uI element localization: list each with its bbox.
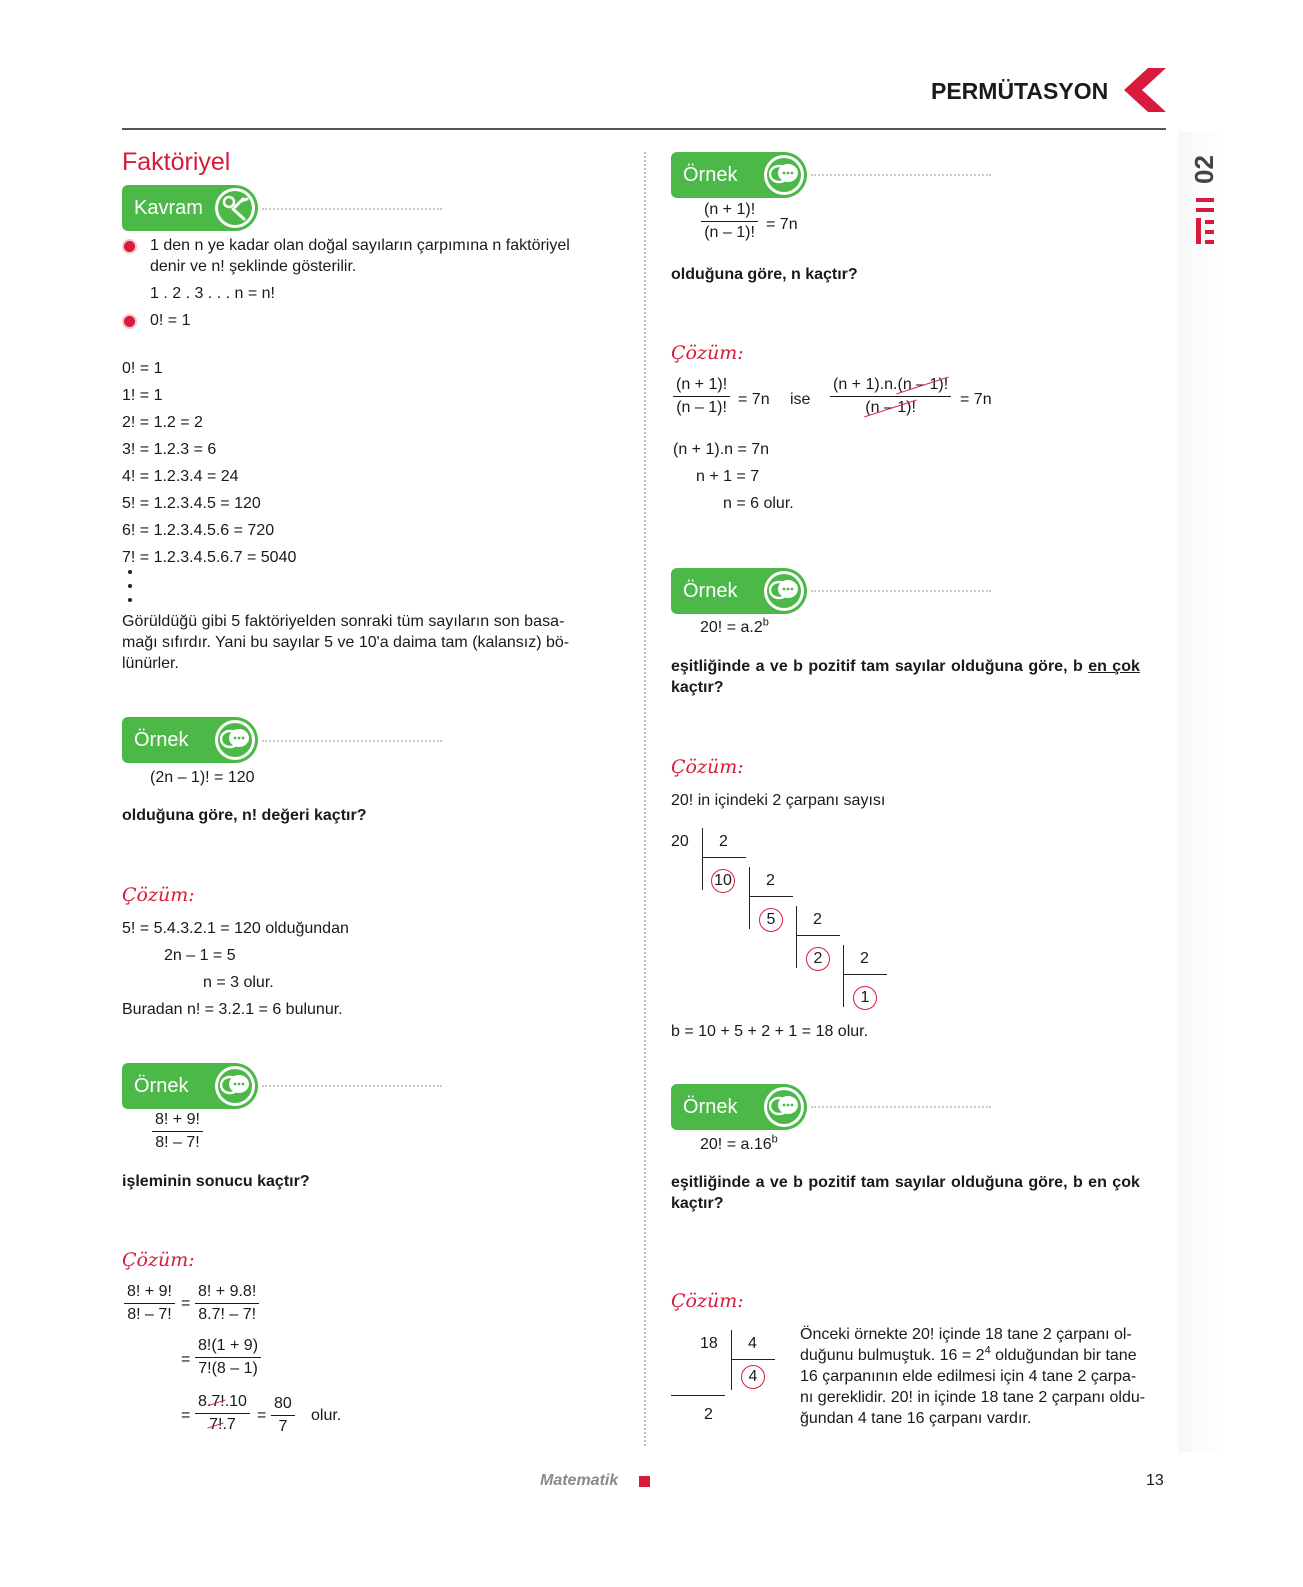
factorial-6: 6! = 1.2.3.4.5.6 = 720	[122, 522, 275, 539]
ornek-badge	[122, 717, 258, 763]
bullet	[124, 316, 135, 327]
cozum-label: Çözüm:	[671, 756, 744, 778]
ex1-sol2: 2n – 1 = 5	[164, 947, 236, 964]
ornek-badge	[671, 152, 807, 198]
equals: =	[181, 1351, 191, 1368]
ornek-label: Örnek	[134, 729, 189, 751]
ex2-question: işleminin sonucu kaçtır?	[122, 1173, 310, 1190]
cozum-label: Çözüm:	[122, 884, 195, 906]
factorial-1: 1! = 1	[122, 387, 163, 404]
rex1-line2: n + 1 = 7	[696, 468, 760, 485]
zero-factorial: 0! = 1	[150, 312, 191, 329]
footer-subject: Matematik	[540, 1472, 619, 1489]
page-number: 13	[1146, 1472, 1164, 1489]
cozum-label: Çözüm:	[122, 1249, 195, 1271]
chat-bubbles-icon	[769, 1094, 799, 1120]
factorial-2: 2! = 1.2 = 2	[122, 414, 203, 431]
ex1-question: olduğuna göre, n! değeri kaçtır?	[122, 807, 367, 824]
equals: =	[181, 1295, 191, 1312]
ornek-badge	[671, 568, 807, 614]
factorial-3: 3! = 1.2.3 = 6	[122, 441, 217, 458]
rex2-intro: 20! in içindeki 2 çarpanı sayısı	[671, 792, 886, 809]
paragraph-line1: Görüldüğü gibi 5 faktöriyelden sonraki tüm sayıların son basa-	[122, 613, 565, 630]
rex3-question-line2: kaçtır?	[671, 1195, 724, 1212]
side-tab-label: 02	[1189, 155, 1219, 185]
ex2-given-fraction	[152, 1109, 203, 1154]
rex3-question-line1: eşitliğinde a ve b pozitif tam sayılar olduğuna göre, b en çok	[671, 1174, 1140, 1191]
chat-bubbles-icon	[769, 578, 799, 604]
circled-number: 2	[806, 947, 830, 971]
chat-bubbles-icon	[220, 727, 250, 753]
rex3-text-p2: duğunu bulmuştuk. $16 = 2^4$ olduğundan bir tane	[800, 1344, 1137, 1364]
circled-number: 10	[711, 869, 735, 893]
ornek-dots	[811, 1106, 991, 1108]
fraction-denominator: 8! – 7!	[155, 1134, 200, 1151]
ornek-label: Örnek	[683, 580, 738, 602]
ornek-dots	[811, 590, 991, 592]
paragraph-line2: mağı sıfırdır. Yani bu sayılar 5 ve 10'a daima tam (kalansız) bö-	[122, 634, 570, 651]
kavram-text-line2: denir ve n! şeklinde gösterilir.	[150, 258, 357, 275]
circled-number: 1	[853, 986, 877, 1010]
rex3-text-p4: nı gereklidir. 20! in içinde 18 tane 2 çarpanı oldu-	[800, 1389, 1146, 1406]
circled-number: 4	[741, 1365, 765, 1389]
ise-text: ise	[790, 391, 811, 408]
kavram-label: Kavram	[134, 197, 203, 219]
ornek-badge	[122, 1063, 258, 1109]
page-header-title: PERMÜTASYON	[931, 78, 1109, 104]
factorial-5: 5! = 1.2.3.4.5 = 120	[122, 495, 261, 512]
ornek-label: Örnek	[683, 1096, 738, 1118]
wrench-gear-icon	[221, 195, 249, 221]
ornek-dots	[262, 1085, 442, 1087]
ex1-given: (2n – 1)! = 120	[150, 769, 255, 786]
kavram-badge	[122, 185, 258, 231]
equals: =	[181, 1407, 191, 1424]
sol-fraction-1: $\frac{8! + 9!}{8! - 7!}$	[124, 1281, 175, 1326]
sol-fraction-5: $\frac{80}{7}$	[271, 1393, 295, 1438]
section-title: Faktöriyel	[122, 148, 231, 176]
header-rule	[122, 128, 1166, 130]
rex1-question: olduğuna göre, n kaçtır?	[671, 266, 858, 283]
kavram-dots	[262, 208, 442, 210]
ex1-sol1: 5! = 5.4.3.2.1 = 120 olduğundan	[122, 920, 349, 937]
cozum-label: Çözüm:	[671, 1290, 744, 1312]
cozum-label: Çözüm:	[671, 342, 744, 364]
sol-fraction-4: $\frac{8.7!.10}{7!.7}$	[195, 1391, 250, 1436]
rex1-line1: (n + 1).n = 7n	[673, 441, 770, 458]
rex2-result: b = 10 + 5 + 2 + 1 = 18 olur.	[671, 1023, 869, 1040]
factorial-4: 4! = 1.2.3.4 = 24	[122, 468, 239, 485]
factorial-formula: 1 . 2 . 3 . . . n = n!	[150, 285, 275, 302]
ornek-label: Örnek	[683, 164, 738, 186]
rex3-text-p5: ğundan 4 tane 16 çarpanı vardır.	[800, 1410, 1032, 1427]
side-tab-mark	[1196, 198, 1214, 246]
rex1-given-fraction: $\frac{(n + 1)!}{(n - 1)!}$	[701, 199, 758, 244]
rex3-text-p1: Önceki örnekte 20! içinde 18 tane 2 çarpanı ol-	[800, 1326, 1132, 1343]
olur-text: olur.	[311, 1407, 342, 1424]
rex1-sol-eq-2: = 7n	[960, 391, 992, 408]
side-tab	[1178, 132, 1224, 1452]
rex2-question-line1: eşitliğinde a ve b pozitif tam sayılar olduğuna göre, b en çok	[671, 658, 1140, 675]
kavram-text-line1: 1 den n ye kadar olan doğal sayıların çarpımına n faktöriyel	[150, 237, 570, 254]
footer-square	[639, 1476, 650, 1487]
ornek-dots	[262, 740, 442, 742]
rex1-sol-fraction: $\frac{(n + 1)!}{(n - 1)!}$	[673, 374, 730, 419]
rex1-sol-fraction-2: $\frac{(n + 1).n.(n - 1)!}{(n - 1)!}$	[830, 374, 951, 419]
sol-fraction-2: $\frac{8! + 9.8!}{8.7! - 7!}$	[195, 1281, 259, 1326]
rex1-line3: n = 6 olur.	[723, 495, 794, 512]
chat-bubbles-icon	[220, 1073, 250, 1099]
fraction-numerator: 8! + 9!	[152, 1109, 203, 1132]
ornek-dots	[811, 174, 991, 176]
rex3-text-p3: 16 çarpanının elde edilmesi için 4 tane 2 çarpa-	[800, 1368, 1137, 1385]
column-divider	[644, 152, 646, 1446]
chat-bubbles-icon	[769, 162, 799, 188]
ex1-sol4: Buradan n! = 3.2.1 = 6 bulunur.	[122, 1001, 343, 1018]
rex1-given-eq: = 7n	[766, 216, 798, 233]
sol-fraction-3: $\frac{8!(1 + 9)}{7!(8 - 1)}$	[195, 1335, 261, 1380]
rex2-given: 20! = a.2$^b$	[700, 616, 769, 636]
paragraph-line3: lünürler.	[122, 655, 179, 672]
factorial-0: 0! = 1	[122, 360, 163, 377]
ornek-label: Örnek	[134, 1075, 189, 1097]
equals: =	[257, 1407, 267, 1424]
rex2-question-line2: kaçtır?	[671, 679, 724, 696]
bullet	[124, 241, 135, 252]
chevron-left-icon	[1124, 68, 1166, 112]
factorial-7: 7! = 1.2.3.4.5.6.7 = 5040	[122, 549, 297, 566]
rex1-sol-eq: = 7n	[738, 391, 770, 408]
ex1-sol3: n = 3 olur.	[203, 974, 274, 991]
ornek-badge	[671, 1084, 807, 1130]
circled-number: 5	[759, 908, 783, 932]
rex3-given: 20! = a.16$^b$	[700, 1133, 778, 1153]
